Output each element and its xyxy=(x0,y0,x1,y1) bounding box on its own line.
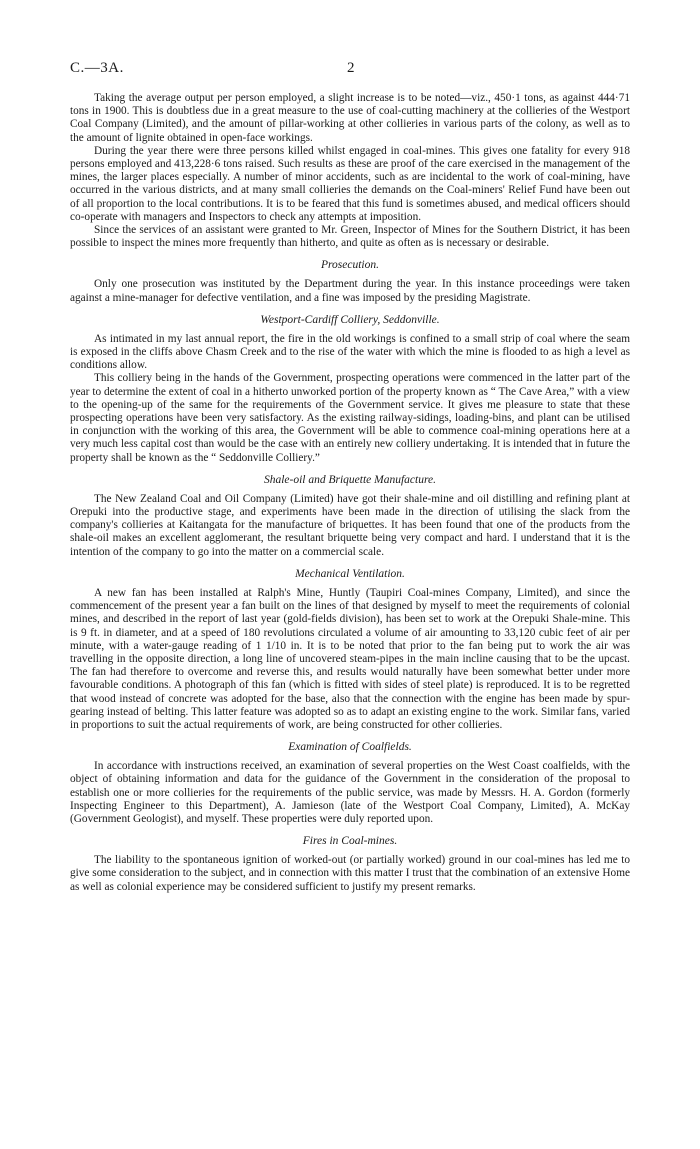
section-paragraph: A new fan has been installed at Ralph's Mine, Huntly (Taupiri Coal-mines Company, Limited), and since the commencement of the present year a fan built on the lines of that designed by myself to meet the requirements of colonial mines, and described in the report of last year (gold-fields division), has been set to work at the Orepuki Shale-mine. This is 9 ft. in diameter, and at a speed of 180 revolutions circulated a volume of air amounting to 33,120 cubic feet of air per minute, with a water-gauge reading of 1 1/10 in. It is to be noted that prior to the fan being put to work the air was travelling in the opposite direction, a long line of uncovered steam-pipes in the main incline causing that to be the upcast. The fan had therefore to overcome and reverse this, and results would naturally have been somewhat better under more favourable conditions. A photograph of this fan (which is fitted with sides of steel plate) is reproduced. It is to be regretted that wood instead of concrete was adopted for the base, also that the connection with the engine has been made by spur-gearing instead of belting. This latter feature was adopted so as to adapt an existing engine to the work. Similar fans, varied in proportions to suit the actual requirements of work, are being constructed for other collieries. xyxy=(70,586,630,731)
section-heading-fires-in-coal-mines: Fires in Coal-mines. xyxy=(302,835,398,848)
section-heading-shale-oil: Shale-oil and Briquette Manufacture. xyxy=(263,473,437,486)
section-heading-examination-of-coalfields: Examination of Coalfields. xyxy=(288,741,412,754)
intro-paragraph: Taking the average output per person employed, a slight increase is to be noted—viz., 450·1 tons, as against 444·71 tons in 1900. This is doubtless due in a great measure to the use of coal-cutting machinery at the collieries of the Westport Coal Company (Limited), and the amount of pillar-working at other collieries in various parts of the colony, as well as to the amount of lignite obtained in open-face workings. xyxy=(70,92,630,144)
page-number: 2 xyxy=(347,60,355,76)
intro-paragraph: Since the services of an assistant were granted to Mr. Green, Inspector of Mines for the Southern District, it has been possible to inspect the mines more frequently than hitherto, and quite as often as is necessary or desirable. xyxy=(70,224,630,250)
section-paragraph: The liability to the spontaneous ignition of worked-out (or partially worked) ground in our coal-mines has led me to give some consideration to the subject, and in connection with this matter I trust that the combination of an extensive Home as well as colonial experience may be considered sufficient to justify my present remarks. xyxy=(70,854,630,893)
section-paragraph: Only one prosecution was instituted by the Department during the year. In this instance proceedings were taken against a mine-manager for defective ventilation, and a fine was imposed by the presiding Magistrate. xyxy=(70,278,630,304)
document-reference: C.—3A. xyxy=(70,60,124,76)
section-paragraph: As intimated in my last annual report, the fire in the old workings is confined to a small strip of coal where the seam is exposed in the cliffs above Chasm Creek and to the rise of the water with which the mine is flooded to as high a level as conditions allow. xyxy=(70,332,630,372)
section-paragraph: This colliery being in the hands of the Government, prospecting operations were commenced in the latter part of the year to determine the extent of coal in a hitherto unworked portion of the property known as “ The Cave Area,” with a view to the opening-up of the same for the requirements of the Government service. It gives me pleasure to state that these prospecting operations have been very satisfactory. As the existing railway-sidings, loading-bins, and plant can be utilised in conjunction with the working of this area, the Government will be able to commence coal-mining operations here at a very much less capital cost than would be the case with an entirely new colliery undertaking. It is intended that in future the property shall be known as the “ Seddonville Colliery.” xyxy=(70,372,630,464)
section-heading-prosecution: Prosecution. xyxy=(320,259,380,272)
intro-paragraph: During the year there were three persons killed whilst engaged in coal-mines. This gives one fatality for every 918 persons employed and 413,228·6 tons raised. Such results as these are proof of the care exercised in the management of the mines, the larger places especially. A number of minor accidents, such as are incidental to the work of coal-mining, have occurred in the various districts, and at many small collieries the demands on the Coal-miners' Relief Fund have been out of all proportion to the local contributions. It is to be feared that this fund is sometimes abused, and medical officers should co-operate with managers and Inspectors to check any attempts at imposition. xyxy=(70,144,630,223)
section-paragraph: In accordance with instructions received, an examination of several properties on the West Coast coalfields, with the object of obtaining information and data for the guidance of the Government in the consideration of the proposal to establish one or more collieries for the requirements of the public service, was made by Messrs. H. A. Gordon (formerly Inspecting Engineer to this Department), A. Jamieson (late of the Westport Coal Company, Limited), A. McKay (Government Geologist), and myself. These properties were duly reported upon. xyxy=(70,760,630,825)
page-header xyxy=(70,60,640,80)
document-body xyxy=(70,92,630,894)
section-heading-westport-cardiff: Westport-Cardiff Colliery, Seddonville. xyxy=(260,313,440,326)
section-heading-mechanical-ventilation: Mechanical Ventilation. xyxy=(295,567,405,580)
section-paragraph: The New Zealand Coal and Oil Company (Limited) have got their shale-mine and oil distilling and refining plant at Orepuki into the productive stage, and experiments have been made in the direction of utilising the slack from the company's collieries at Kaitangata for the manufacture of briquettes. It has been found that one of the products from the shale-oil makes an excellent agglomerant, the resultant briquette being very compact and hard. I understand that it is the intention of the company to go into the matter on a commercial scale. xyxy=(70,492,630,558)
